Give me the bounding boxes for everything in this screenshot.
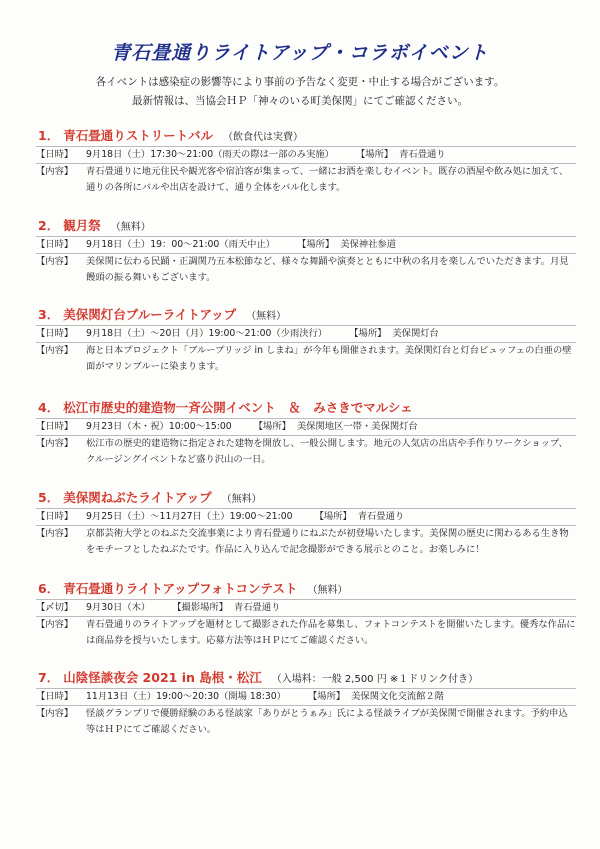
place-label: 【場所】 — [314, 511, 352, 522]
event-5-heading — [36, 488, 576, 508]
event-3-place: 美保関灯台 — [392, 328, 439, 339]
event-3-date-row — [36, 326, 576, 342]
event-3-note: （無料） — [246, 311, 287, 322]
content-label: 【内容】 — [36, 528, 74, 539]
content-label: 【内容】 — [36, 166, 74, 177]
event-5-note: （無料） — [221, 494, 262, 505]
date-label: 【日時】 — [36, 239, 74, 250]
event-1-name: 青石畳通りストリートバル — [63, 128, 213, 143]
event-6-name: 青石畳通りライトアップフォトコンテスト — [63, 581, 298, 596]
event-5-place: 青石畳通り — [357, 511, 405, 522]
event-1-content-row — [36, 164, 576, 196]
event-3-number: 3． — [38, 307, 60, 322]
event-6-place: 青石畳通り — [233, 602, 281, 613]
notice-line-2: 最新情報は、当協会ＨＰ「神々のいる町美保関」にてご確認ください。 — [132, 95, 468, 107]
event-7-date-row — [36, 689, 576, 705]
event-2-note: （無料） — [110, 222, 151, 233]
event-4-heading — [36, 398, 576, 418]
content-label: 【内容】 — [36, 256, 74, 267]
event-7-heading — [36, 668, 576, 688]
event-2-heading — [36, 216, 576, 236]
event-7-content-row — [36, 706, 576, 738]
event-1-date: 9月18日（土）17:30～21:00（雨天の際は一部のみ実施） — [86, 149, 334, 160]
event-7-note: （入場料：一般 2,500 円 ※１ドリンク付き） — [271, 674, 479, 685]
content-label: 【内容】 — [36, 438, 74, 449]
page-title: 青石畳通りライトアップ・コラボイベント — [111, 42, 489, 64]
event-4-date-row — [36, 419, 576, 435]
event-4-date: 9月23日（木・祝）10:00～15:00 — [86, 421, 232, 432]
event-6-date: 9月30日（木） — [86, 602, 151, 613]
place-label: 【場所】 — [349, 328, 387, 339]
event-3-date: 9月18日（土）～20日（月）19:00～21:00（少雨決行） — [86, 328, 328, 339]
event-3-name: 美保関灯台ブルーライトアップ — [63, 307, 237, 322]
event-5-date: 9月25日（土）～11月27日（土）19:00～21:00 — [86, 511, 293, 522]
date-label: 【日時】 — [36, 149, 74, 160]
event-6-content-row — [36, 617, 576, 649]
event-1-number: 1． — [38, 128, 60, 143]
event-1-content: 青石畳通りに地元住民や観光客や宿泊客が集まって、一緒にお酒を楽しむイベント。既存の酒屋や飲み処に加えて、通りの各所にバルや出店を設けて、通り全体をバル化します。 — [86, 166, 569, 193]
event-7-date: 11月13日（土）19:00～20:30（開場 18:30） — [86, 691, 286, 702]
event-2-name: 観月祭 — [63, 218, 101, 233]
event-4-content-row — [36, 436, 576, 468]
event-7-name: 山陰怪談夜会 2021 in 島根・松江 — [63, 670, 262, 685]
content-label: 【内容】 — [36, 345, 74, 356]
event-7 — [36, 668, 576, 738]
event-5-date-row — [36, 509, 576, 525]
event-7-place: 美保関文化交流館２階 — [351, 691, 445, 702]
event-7-content: 怪談グランプリで優勝経験のある怪談家「ありがとうぁみ」氏による怪談ライブが美保関で開催されます。予約申込等はＨＰにてご確認ください。 — [86, 708, 568, 735]
event-3-heading — [36, 305, 576, 325]
event-1-place: 青石畳通り — [399, 149, 446, 160]
event-4-number: 4． — [38, 400, 60, 415]
place-label: 【撮影場所】 — [172, 602, 229, 613]
event-4 — [36, 398, 576, 468]
event-7-number: 7． — [38, 670, 60, 685]
notice-line-1: 各イベントは感染症の影響等により事前の予告なく変更・中止する場合がございます。 — [95, 76, 505, 88]
event-6 — [36, 579, 576, 649]
place-label: 【場所】 — [307, 691, 346, 702]
date-label: 【日時】 — [36, 421, 74, 432]
event-6-heading — [36, 579, 576, 599]
event-6-note: （無料） — [307, 585, 348, 596]
event-6-content: 青石畳通りのライトアップを題材として撮影された作品を募集し、フォトコンテストを開催いたします。優秀な作品には商品券を授与いたします。応募方法等はＨＰにてご確認ください。 — [86, 619, 576, 646]
event-1-date-row — [36, 147, 576, 163]
event-2-place: 美保神社参道 — [340, 239, 396, 250]
event-3-content: 海と日本プロジェクト「ブループリッジ in しまね」が今年も開催されます。美保関灯台と灯台ビュッフェの白亜の壁面がマリンブルーに染まります。 — [86, 345, 572, 372]
event-2-date: 9月18日（土）19：00～21:00（雨天中止） — [86, 239, 276, 250]
event-6-date-row — [36, 600, 576, 616]
deadline-label: 【〆切】 — [36, 602, 74, 613]
date-label: 【日時】 — [36, 691, 74, 702]
event-3 — [36, 305, 576, 375]
event-5-content-row — [36, 526, 576, 558]
date-label: 【日時】 — [36, 511, 74, 522]
date-label: 【日時】 — [36, 328, 74, 339]
event-4-name: 松江市歴史的建造物一斉公開イベント ＆ みさきでマルシェ — [63, 400, 413, 415]
event-2-content: 美保関に伝わる民踊・正調関乃五本松節など、様々な舞踊や演奏とともに中秋の名月を楽しんでいただきます。月見饅頭の振る舞いもございます。 — [86, 256, 569, 283]
event-4-content: 松江市の歴史的建造物に指定された建物を開放し、一般公開します。地元の人気店の出店や手作りワークショップ、クルージングイベントなど盛り沢山の一日。 — [86, 438, 568, 465]
event-2-date-row — [36, 237, 576, 253]
event-4-place: 美保関地区一帯・美保関灯台 — [296, 421, 418, 432]
event-5-number: 5． — [38, 490, 60, 505]
event-1-note: （飲食代は実費） — [222, 132, 303, 143]
place-label: 【場所】 — [297, 239, 335, 250]
event-5-name: 美保関ねぶたライトアップ — [63, 490, 212, 505]
event-5 — [36, 488, 576, 558]
content-label: 【内容】 — [36, 619, 74, 630]
event-6-number: 6． — [38, 581, 60, 596]
event-1-heading — [36, 126, 576, 146]
event-2-content-row — [36, 254, 576, 286]
event-1 — [36, 126, 576, 196]
content-label: 【内容】 — [36, 708, 74, 719]
event-2-number: 2． — [38, 218, 60, 233]
place-label: 【場所】 — [355, 149, 394, 160]
event-3-content-row — [36, 343, 576, 375]
event-5-content: 京都芸術大学とのねぶた交流事業により青石畳通りにねぶたが初登場いたします。美保関の歴史に関わるある生き物をモチーフとしたねぶたです。作品に入り込んで記念撮影ができる展示とのこと。お楽しみに！ — [86, 528, 569, 555]
place-label: 【場所】 — [253, 421, 291, 432]
event-2 — [36, 216, 576, 286]
